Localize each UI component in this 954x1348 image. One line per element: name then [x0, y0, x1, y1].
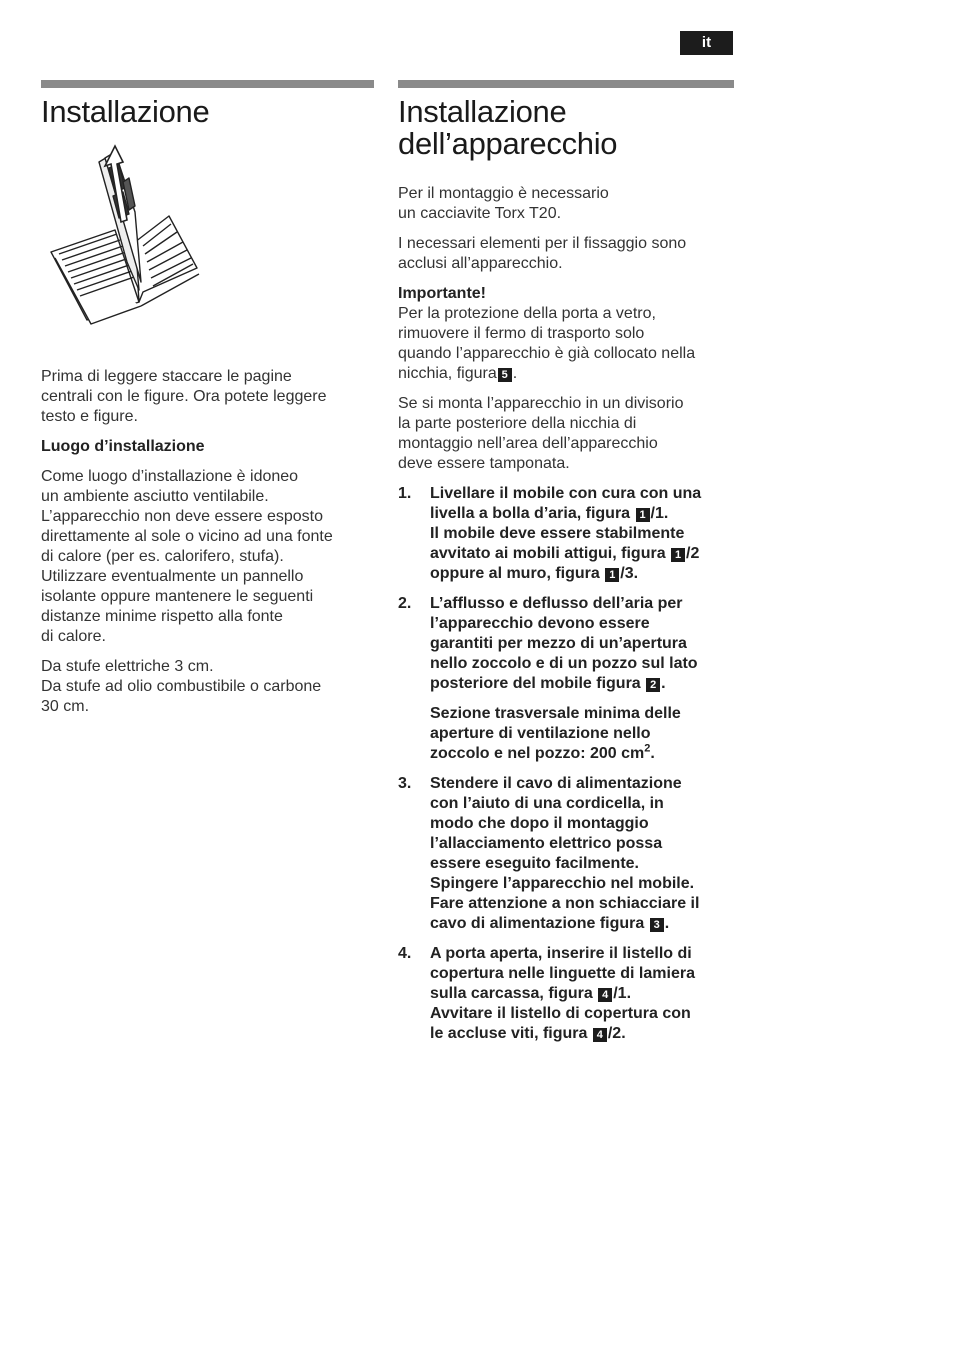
step-line: zoccolo e nel pozzo: 200 cm — [430, 745, 645, 762]
step-line: Fare attenzione a non schiacciare il — [430, 895, 700, 912]
step-line: sulla carcassa, figura — [430, 985, 593, 1002]
manual-book-icon — [47, 142, 207, 326]
step-line: Stendere il cavo di alimentazione — [430, 775, 682, 792]
step-line: cavo di alimentazione figura — [430, 915, 645, 932]
figure-ref-icon: 1 — [671, 548, 685, 562]
text-line: distanze minime rispetto alla fonte — [41, 608, 283, 625]
list-item — [398, 594, 734, 764]
step-line: Sezione trasversale minima delle — [430, 705, 681, 722]
important-label: Importante! — [398, 285, 486, 302]
text-line: Se si monta l’apparecchio in un divisorio — [398, 395, 684, 412]
step-line: posteriore del mobile figura — [430, 675, 641, 692]
text-line: isolante oppure mantenere le seguenti — [41, 588, 314, 605]
figure-ref-icon: 4 — [593, 1028, 607, 1042]
step-number: 2. — [398, 595, 412, 612]
text-line: I necessari elementi per il fissaggio sono — [398, 235, 687, 252]
installation-steps — [398, 484, 734, 1044]
step-line: con l’aiuto di una cordicella, in — [430, 795, 664, 812]
text-line: rimuovere il fermo di trasporto solo — [398, 325, 645, 342]
figure-ref-icon: 5 — [498, 368, 512, 382]
step-line: /3. — [620, 565, 639, 582]
intro-line: Prima di leggere staccare le pagine — [41, 368, 292, 385]
left-column — [41, 80, 374, 717]
text-line: di calore. — [41, 628, 106, 645]
step-line: /2. — [607, 1025, 626, 1042]
title-line: dell’apparecchio — [398, 126, 618, 161]
step-line: aperture di ventilazione nello — [430, 725, 651, 742]
section-title: Installazione — [41, 94, 210, 129]
section-title — [398, 96, 734, 160]
step-line: Livellare il mobile con cura con una — [430, 485, 702, 502]
list-item — [398, 484, 734, 584]
step-number: 4. — [398, 945, 412, 962]
step-line: /2 — [686, 545, 700, 562]
figure-ref-icon: 4 — [598, 988, 612, 1002]
intro-line: testo e figure. — [41, 408, 138, 425]
step-number: 3. — [398, 775, 412, 792]
language-tab: it — [680, 31, 733, 55]
text-line: Utilizzare eventualmente un pannello — [41, 568, 304, 585]
figure-ref-icon: 1 — [605, 568, 619, 582]
step-line: . — [650, 745, 655, 762]
superscript: 2 — [644, 742, 651, 755]
text-line: nicchia, figura — [398, 365, 497, 382]
text-line: la parte posteriore della nicchia di — [398, 415, 637, 432]
step-line: /1. — [650, 505, 669, 522]
list-item — [398, 944, 734, 1044]
step-line: modo che dopo il montaggio — [430, 815, 649, 832]
text-line: quando l’apparecchio è già collocato nella — [398, 345, 696, 362]
title-line: Installazione — [398, 94, 567, 129]
step-number: 1. — [398, 485, 412, 502]
section-rule — [41, 80, 374, 88]
step-line: avvitato ai mobili attigui, figura — [430, 545, 666, 562]
step-line: oppure al muro, figura — [430, 565, 600, 582]
step-line: . — [664, 915, 670, 932]
text-line: Da stufe elettriche 3 cm. — [41, 658, 214, 675]
step-line: nello zoccolo e di un pozzo sul lato — [430, 655, 698, 672]
text-line: Da stufe ad olio combustibile o carbone — [41, 678, 322, 695]
figure-ref-icon: 3 — [650, 918, 664, 932]
text-line: di calore (per es. calorifero, stufa). — [41, 548, 284, 565]
text-line: montaggio nell’area dell’apparecchio — [398, 435, 658, 452]
step-line: Spingere l’apparecchio nel mobile. — [430, 875, 695, 892]
right-column: Installazione dell’apparecchio Per il montaggio è necessario un cacciavite Torx T20. I necessari elementi per il fissaggio sono acclusi all’apparecchio. Importante! Per la protezione della porta a vetro, rimuovere il fermo di trasporto solo quando l’apparecchio è già collocato nella nicchia, figura 5 . Se si monta l’apparecchio in un divisorio la parte posteriore della nicchia di montaggio nell’area dell’apparecchio deve essere tamponata. 1. Livellare il mobile con cura con una livella a bolla d’aria, figura 1 /1. Il mobile deve essere stabilmente avvitato ai mobili attigui, figura 1 /2 oppure al muro, figura 1 /3. 2. L’afflusso e deflusso dell’aria per l’apparecchio devono essere garantiti per mezzo di un’apertura nello zoccolo e di un pozzo sul lato posteriore del mobile figura 2 . Sezione trasversale minima delle aperture di ventilazione nello zoccolo e nel pozzo: 200 $cm^2$. 3. Stendere il cavo di alimentazione con l’aiuto di una cordicella, in modo che dopo il montaggio l’allacciamento elettrico possa essere eseguito facilmente. Spingere l’apparecchio nel mobile. Fare attenzione a non schiacciare il cavo di alimentazione figura 3 . 4. A porta aperta, inserire il listello di copertura nelle linguette di lamiera sulla carcassa, figura 4 /1. Avvitare il listello di copertura con le accluse viti, figura 4 /2. — [398, 80, 734, 1054]
text-line: un cacciavite Torx T20. — [398, 205, 562, 222]
step-line: . — [661, 675, 666, 692]
text-line: Per la protezione della porta a vetro, — [398, 305, 656, 322]
step-line: l’apparecchio devono essere — [430, 615, 650, 632]
step-line: Il mobile deve essere stabilmente — [430, 525, 685, 542]
text-line: Per il montaggio è necessario — [398, 185, 609, 202]
text-line: 30 cm. — [41, 698, 90, 715]
text-line: acclusi all’apparecchio. — [398, 255, 563, 272]
text-line: L’apparecchio non deve essere esposto — [41, 508, 323, 525]
step-line: Avvitare il listello di copertura con — [430, 1005, 691, 1022]
intro-line: centrali con le figure. Ora potete leggere — [41, 388, 327, 405]
step-line: le accluse viti, figura — [430, 1025, 588, 1042]
text-line: Come luogo d’installazione è idoneo — [41, 468, 299, 485]
step-line: L’afflusso e deflusso dell’aria per — [430, 595, 683, 612]
step-line: /1. — [613, 985, 632, 1002]
step-line: essere eseguito facilmente. — [430, 855, 639, 872]
figure-ref-icon: 2 — [646, 678, 660, 692]
text-line: deve essere tamponata. — [398, 455, 570, 472]
step-line: A porta aperta, inserire il listello di — [430, 945, 692, 962]
text-line: direttamente al sole o vicino ad una fonte — [41, 528, 333, 545]
list-item — [398, 774, 734, 934]
step-line: garantiti per mezzo di un’apertura — [430, 635, 687, 652]
step-line: copertura nelle linguette di lamiera — [430, 965, 695, 982]
section-rule — [398, 80, 734, 88]
figure-ref-icon: 1 — [636, 508, 650, 522]
step-line: l’allacciamento elettrico possa — [430, 835, 663, 852]
text-line: un ambiente asciutto ventilabile. — [41, 488, 269, 505]
subheading: Luogo d’installazione — [41, 438, 205, 455]
step-line: livella a bolla d’aria, figura — [430, 505, 631, 522]
